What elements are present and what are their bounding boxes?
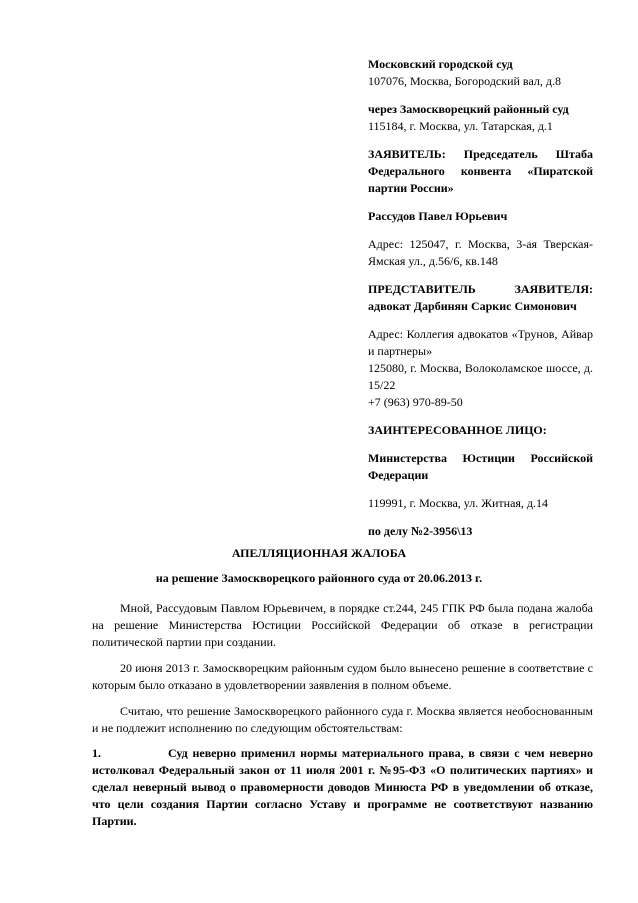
court-name: Московский городской суд xyxy=(368,57,513,71)
representative-address-line2: 125080, г. Москва, Волоколамское шоссе, д. 15/22 xyxy=(368,361,593,392)
representative-phone: +7 (963) 970-89-50 xyxy=(368,395,463,409)
document-title: АПЕЛЛЯЦИОННАЯ ЖАЛОБА xyxy=(231,546,407,560)
court-address: 107076, Москва, Богородский вал, д.8 xyxy=(368,74,561,88)
paragraph-3 xyxy=(92,703,593,737)
point-number: 1. xyxy=(92,746,101,760)
representative-heading: ПРЕДСТАВИТЕЛЬ ЗАЯВИТЕЛЯ: адвокат Дарбинян Саркис Симонович xyxy=(368,282,593,313)
interested-address: 119991, г. Москва, ул. Житная, д.14 xyxy=(368,496,549,510)
via-court: через Замоскворецкий районный суд xyxy=(368,102,569,116)
point-text: Суд неверно применил нормы материального права, в связи с чем неверно истолковал Федеральный закон от 11 июля 2001 г. №95-ФЗ «О политических партиях» и сделал неверный вывод о правомерности доводов Минюста РФ в уведомлении об отказе, что цели создания Партии согласно Уставу и программе не соответствуют названию Партии. xyxy=(92,746,593,828)
paragraph-1 xyxy=(92,600,593,651)
interested-heading: ЗАИНТЕРЕСОВАННОЕ ЛИЦО: xyxy=(368,423,547,437)
interested-name: Министерства Юстиции Российской Федерации xyxy=(368,451,593,482)
paragraph-2 xyxy=(92,660,593,694)
point-1 xyxy=(92,745,593,830)
applicant-name: Рассудов Павел Юрьевич xyxy=(368,209,508,223)
applicant-address: Адрес: 125047, г. Москва, 3-ая Тверская-Ямская ул., д.56/6, кв.148 xyxy=(368,237,593,268)
addressee-block xyxy=(368,56,593,551)
paragraph-text: 20 июня 2013 г. Замоскворецким районным судом было вынесено решение в соответствие с которым было отказано в удовлетворении заявления в полном объеме. xyxy=(92,661,593,692)
paragraph-text: Считаю, что решение Замоскворецкого районного суда г. Москва является необоснованным и не подлежит исполнению по следующим обстоятельствам: xyxy=(92,704,593,735)
applicant-heading: ЗАЯВИТЕЛЬ: Председатель Штаба Федерального конвента «Пиратской партии России» xyxy=(368,147,593,195)
document-subtitle: на решение Замоскворецкого районного суда от 20.06.2013 г. xyxy=(155,571,483,585)
representative-address-line1: Адрес: Коллегия адвокатов «Трунов, Айвар и партнеры» xyxy=(368,327,593,358)
case-number: по делу №2-3956\13 xyxy=(368,524,473,538)
paragraph-text: Мной, Рассудовым Павлом Юрьевичем, в порядке ст.244, 245 ГПК РФ была подана жалоба на решение Министерства Юстиции Российской Федерации об отказе в регистрации политической партии при создании. xyxy=(92,601,593,649)
via-court-address: 115184, г. Москва, ул. Татарская, д.1 xyxy=(368,119,553,133)
